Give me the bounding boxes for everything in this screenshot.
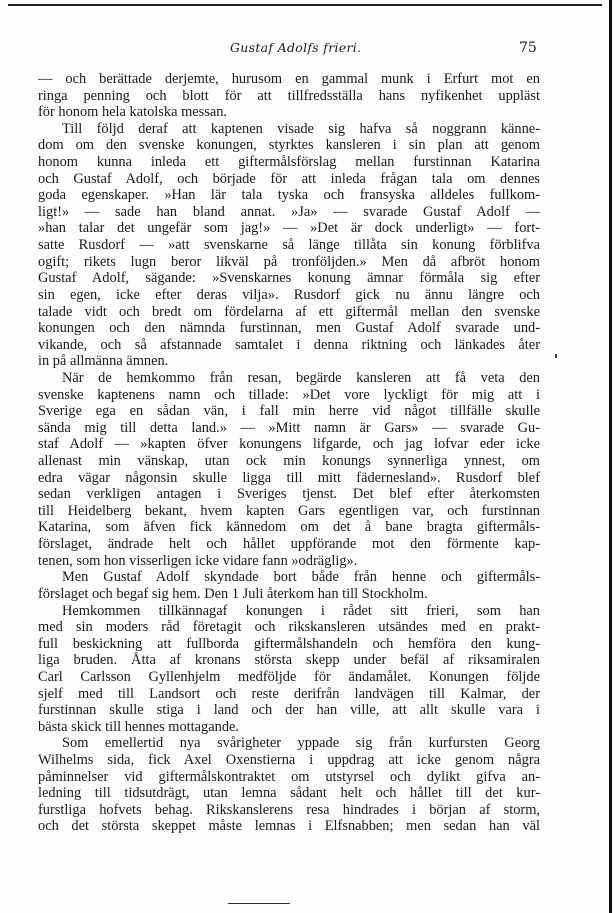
text-line: furstliga hofvets behag. Rikskanslerens resa hindrades i början af storm, [38,801,540,818]
text-line: bästa skick till hennes mottagande. [38,718,240,735]
text-line: edra vägar någonsin skulle ligga till mitt fädernesland». Rusdorf blef [38,469,540,486]
text-line: Katarina, som äfven fick kännedom om det å bane bragta giftermåls- [38,519,540,536]
text-line: Till följd deraf att kaptenen visade sig hafva så noggrann känne- [62,120,540,137]
text-line: och Gustaf Adolf, och började för att inleda frågan tala om dennes [38,170,540,187]
text-line: satte Rusdorf — »att svenskarne så länge tillåta sin konung förblifva [38,237,540,254]
text-line: vikande, och så afstannade samtalet i denna riktning och länkades åter [38,336,540,353]
text-line: staf Adolf — »kapten öfver konungens lifgarde, och jag lofvar eder icke [38,436,540,453]
text-line: in på allmänna ämnen. [38,353,169,370]
text-line: tenen, som hon visserligen icke vidare fann »odräglig». [38,552,358,569]
page-number: 75 [519,40,537,56]
text-line: ligt!» — sade han bland annat. »Ja» — svarade Gustaf Adolf — [38,203,540,220]
text-line: dom om den svenske konungen, styrktes kansleren i sin plan att genom [38,137,540,154]
text-line: ringa penning och blott för att tillfredsställa hans nyfikenhet uppläst [38,87,540,104]
text-line: till Heidelberg bekant, hvem kapten Gars egentligen var, och furstinnan [38,502,540,519]
text-line: Sverige ega en sådan vän, i fall min herre vid något tillfälle skulle [38,403,540,420]
text-line: — och berättade derjemte, hurusom en gammal munk i Erfurt mot en [38,71,540,87]
text-line: Hemkommen tillkännagaf konungen i rådet sitt frieri, som han [62,602,540,619]
body-text [38,71,540,835]
text-line: Men Gustaf Adolf skyndade bort både från henne och giftermåls- [62,569,540,586]
text-line: goda egenskaper. »Han lär tala tyska och fransyska alldeles fullkom- [38,187,540,204]
text-line: Carl Carlsson Gyllenhjelm medföljde för ändamålet. Konungen följde [38,668,540,685]
bottom-scan-mark [228,903,290,904]
text-line: Wilhelms sida, fick Axel Oxenstierna i uppdrag att icke genom några [38,751,540,768]
text-line: påminnelser vid giftermålskontraktet om utstyrsel och dylikt gifva an- [38,768,540,785]
text-line: ledning till tidsutdrägt, utan lemna sådant helt och hållet till det kur- [38,785,540,802]
text-line: sjelf med till Landsort och reste derifrån landvägen till Kalmar, der [38,685,540,702]
scan-right-edge [609,0,612,913]
text-line: liga bruden. Åtta af kronans största skepp under befäl af riksamiralen [38,652,540,669]
text-line: konungen och den nämnda furstinnan, men Gustaf Adolf svarade und- [38,320,540,337]
margin-mark [555,354,557,358]
text-line: »han talar det ungefär som jag!» — »Det är dock underligt» — fort- [38,220,540,237]
text-line: sända mig till detta land.» — »Mitt namn är Gars» — svarade Gu- [38,419,540,436]
text-line: full beskickning att fullborda giftermålshandeln och hemföra den kung- [38,635,540,652]
text-line: och det största skeppet måste lemnas i Elfsnabben; men sedan han väl [38,818,540,835]
top-edge-rule [8,4,602,6]
text-line: sedan verkligen antagen i Sveriges tjenst. Det blef efter återkomsten [38,486,540,503]
text-line: sin egen, icke efter deras vilja». Rusdorf gick nu ännu längre och [38,286,540,303]
text-line: allenast min vänskap, utan ock min konungs synnerliga ynnest, om [38,453,540,470]
page-header [0,40,616,60]
text-line: Gustaf Adolf, sägande: »Svenskarnes konung ämnar förmåla sig efter [38,270,540,287]
text-line: förslaget och begaf sig hem. Den 1 Juli återkom han till Stockholm. [38,585,428,602]
text-line: svenske kaptenens namn och tillade: »Det vore lyckligt för mig att i [38,386,540,403]
text-line: Som emellertid nya svårigheter yppade sig från kurfursten Georg [62,735,540,752]
text-line: förslaget, ändrade helt och hållet uppförande mot den förmente kap- [38,536,540,553]
text-line: talade vidt och bredt om fördelarna af ett giftermål mellan den svenske [38,303,540,320]
running-head: Gustaf Adolfs frieri. [230,40,362,55]
text-line: honom kunna inleda ett giftermålsförslag mellan furstinnan Katarina [38,154,540,171]
text-line: ogift; rikets lugn beror likväl på tronföljden.» Men då afbröt honom [38,253,540,270]
text-line: med sin moders råd företagit och rikskansleren utsändes med en prakt- [38,619,540,636]
text-line: för honom hela katolska messan. [38,104,228,121]
text-line: furstinnan skulle stiga i land och der han ville, att allt skulle vara i [38,702,540,719]
text-line: När de hemkommo från resan, begärde kansleren att få veta den [62,369,540,386]
